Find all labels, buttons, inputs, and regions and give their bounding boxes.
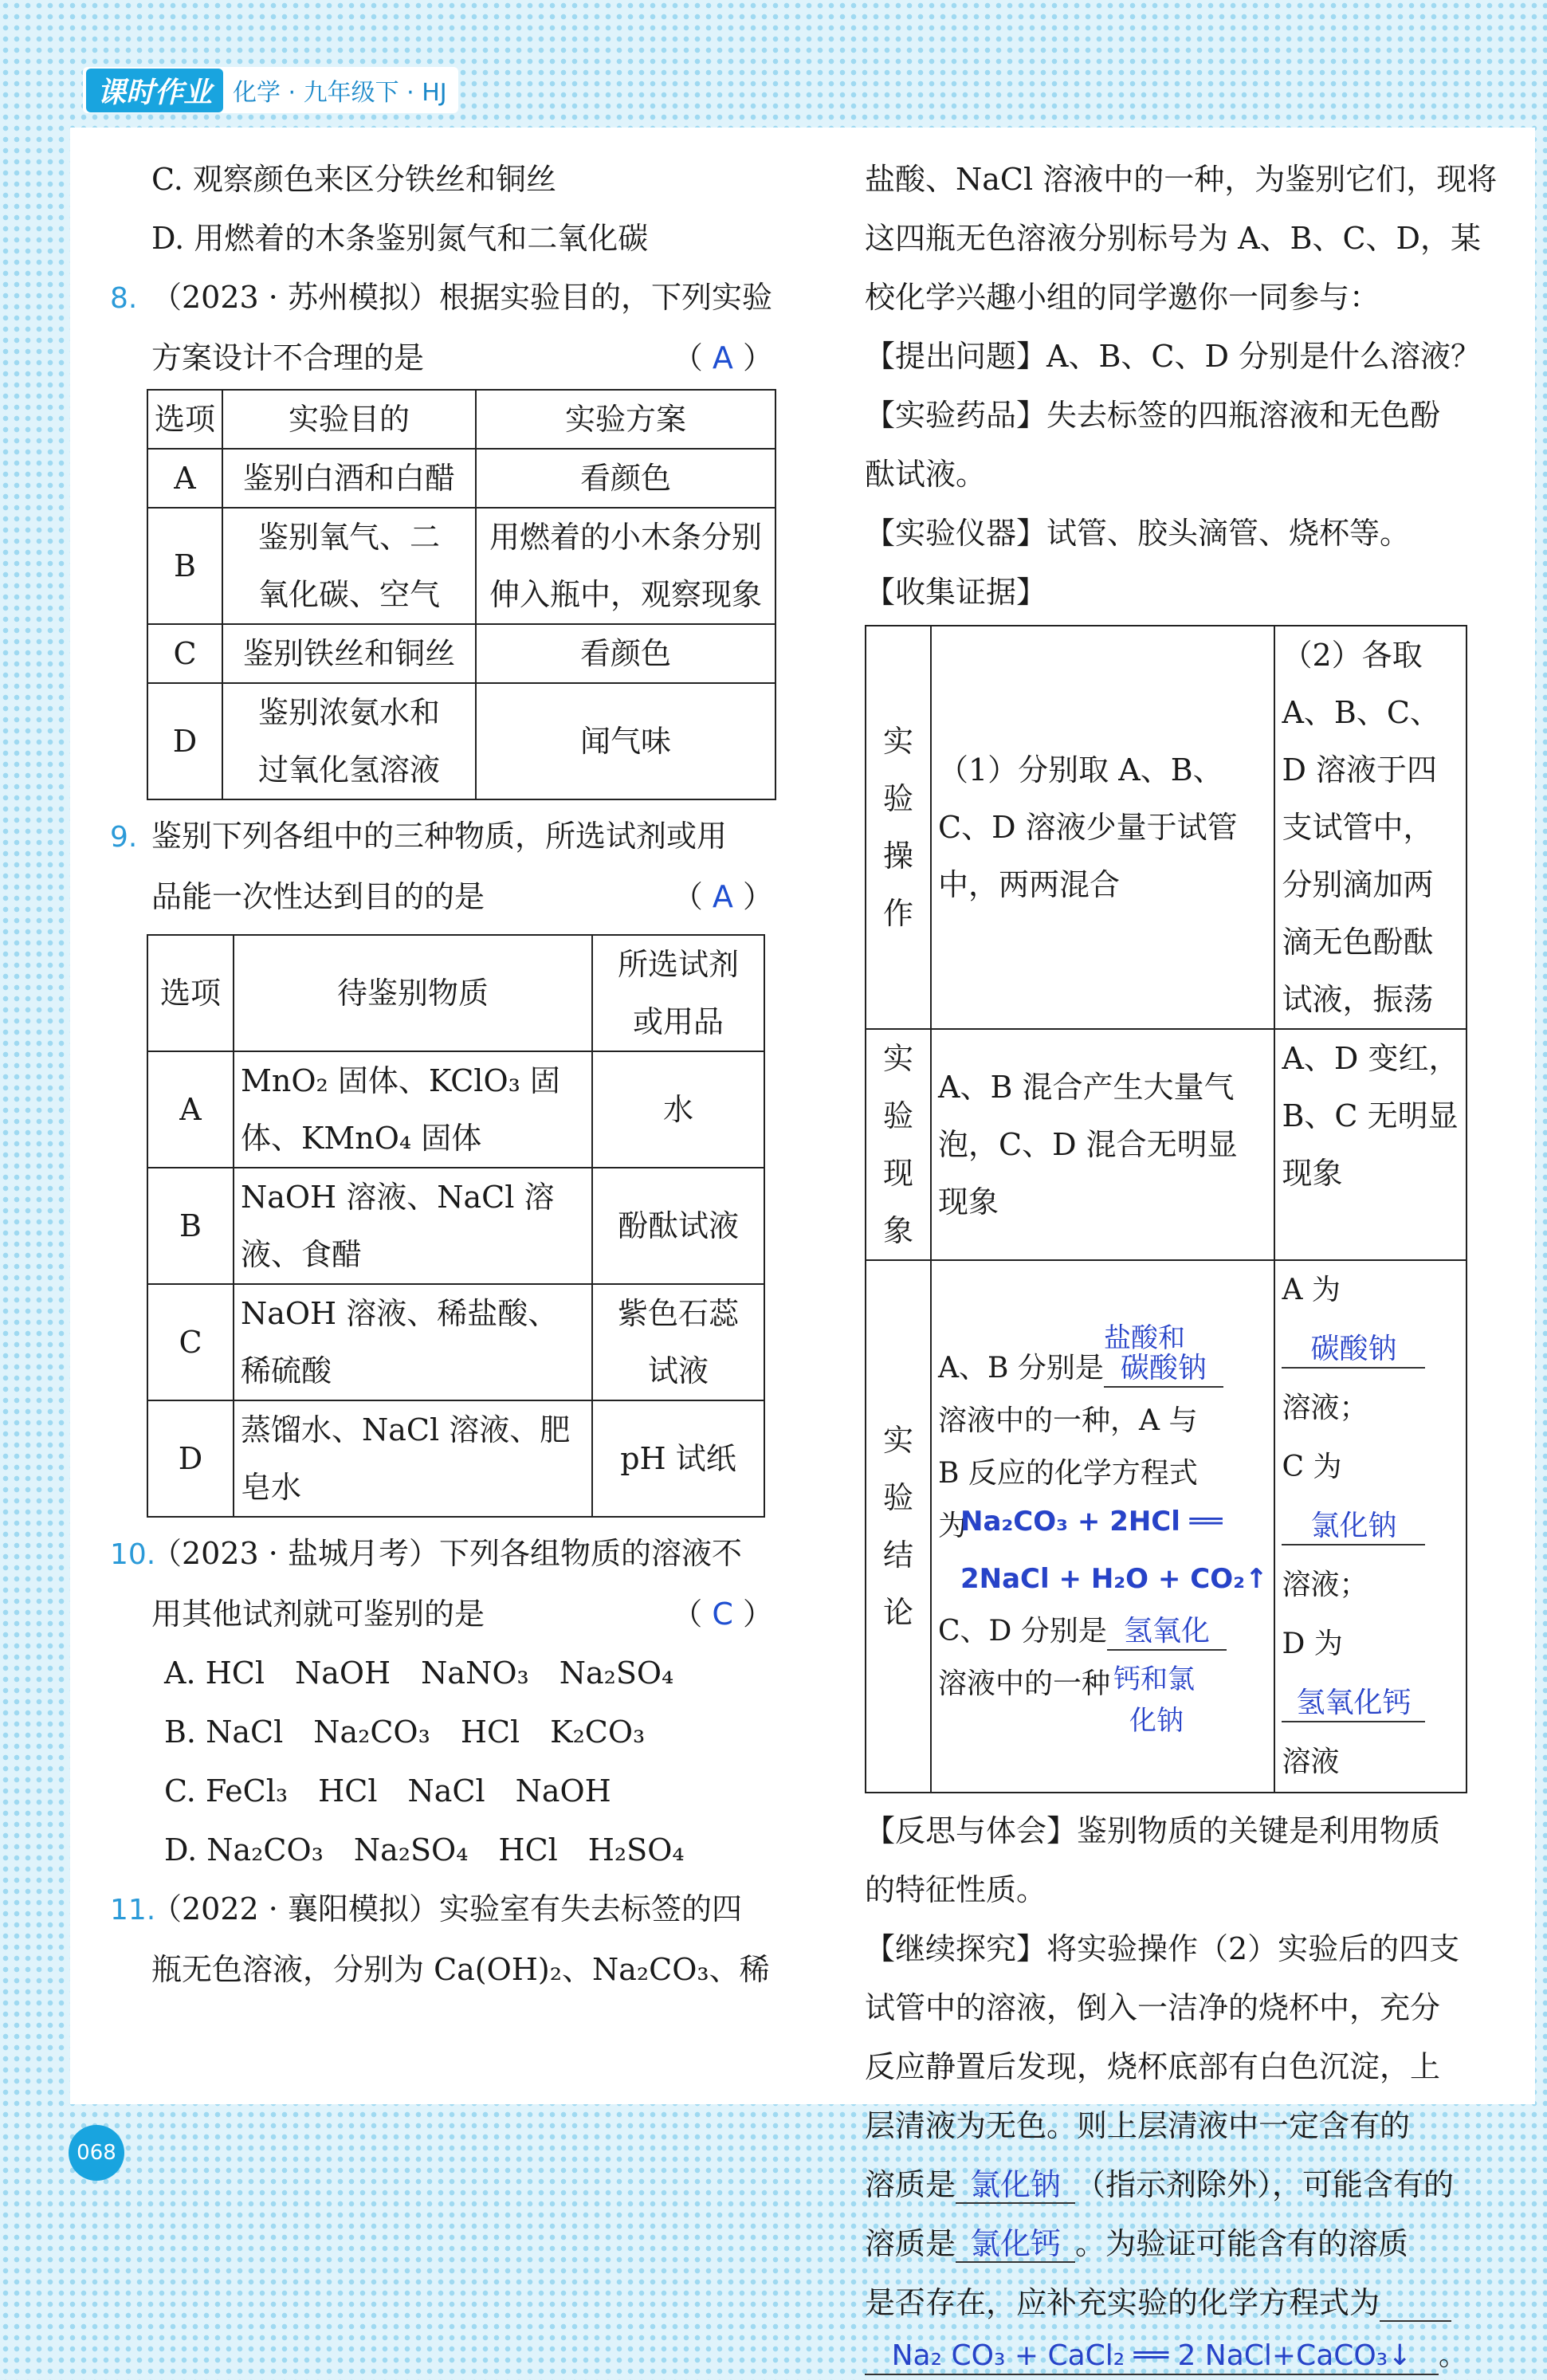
table-row: B NaOH 溶液、NaCl 溶液、食醋 酚酞试液	[147, 1168, 764, 1284]
q8-stem: 8. （2023 · 苏州模拟）根据实验目的，下列实验	[151, 268, 773, 328]
conclusion-cell-1: A、B 分别是 盐酸和 碳酸钠 溶液中的一种，A 与 B 反应的化学方程式 为 Na₂CO₃ + 2HCl ══ 2NaCl + H₂O + CO₂↑ C、D 分别是 氢氧化 溶液中的一种 钙和氯 化钠	[931, 1260, 1274, 1793]
right-column	[865, 150, 1498, 2380]
q9-answer: （ A ）	[672, 879, 773, 914]
reflect-line: 的特征性质。	[865, 1872, 1047, 1907]
table-row: C NaOH 溶液、稀盐酸、稀硫酸 紫色石蕊试液	[147, 1284, 764, 1400]
raise-question: 【提出问题】A、B、C、D 分别是什么溶液？	[865, 339, 1481, 374]
page-number: 068	[69, 2125, 124, 2181]
q7-option-c: C. 观察颜色来区分铁丝和铜丝	[151, 162, 556, 197]
q10-option-a: A. HCl NaOH NaNO₃ Na₂SO₄	[164, 1655, 674, 1691]
reflect-line: 【反思与体会】鉴别物质的关键是利用物质	[865, 1813, 1441, 1848]
q10-option-b: B. NaCl Na₂CO₃ HCl K₂CO₃	[164, 1714, 646, 1750]
reagents-line: 【实验药品】失去标签的四瓶溶液和无色酚	[865, 398, 1441, 433]
header-bar	[83, 67, 458, 113]
q9-number: 9.	[110, 821, 138, 854]
q8-answer: （ A ）	[672, 340, 773, 375]
intro-line: 校化学兴趣小组的同学邀你一同参与：	[865, 280, 1380, 315]
table-row: B 鉴别氧气、二氧化碳、空气 用燃着的小木条分别伸入瓶中，观察现象	[147, 508, 775, 624]
experiment-table: 实验操作 （1）分别取 A、B、C、D 溶液少量于试管中，两两混合 （2）各取 A、B、C、D 溶液于四支试管中，分别滴加两滴无色酚酞试液，振荡 实验现象 A、B 混合产生大量气泡，C、D 混合无明显现象 A、D 变红，B、C 无明显现象 实验结论 A、B 分别是 盐酸和 碳酸钠 溶液中的一种，A 与 B 反应的化学方程式 为 Na₂CO₃ + 2HCl ══ 2NaCl + H₂O + CO₂↑ C、D 分别是 氢氧化 溶液中的一种 钙和氯 化钠 A 为 碳酸钠 溶液； C 为 氯化钠 溶液； D 为 氢氧化钙 溶液	[865, 625, 1467, 1793]
table-row: D 鉴别浓氨水和过氧化氢溶液 闻气味	[147, 683, 775, 799]
q9-stem-2: 品能一次性达到目的的是 （ A ）	[151, 867, 773, 926]
table-row: A 鉴别白酒和白醋 看颜色	[147, 449, 775, 508]
continue-line: 反应静置后发现，烧杯底部有白色沉淀，上	[865, 2049, 1441, 2084]
conclusion-cell-2: A 为 碳酸钠 溶液； C 为 氯化钠 溶液； D 为 氢氧化钙 溶液	[1274, 1260, 1467, 1793]
q11-stem-2: 瓶无色溶液，分别为 Ca(OH)₂、Na₂CO₃、稀	[151, 1952, 770, 1987]
q10-option-c: C. FeCl₃ HCl NaCl NaOH	[164, 1773, 611, 1809]
table-row: C 鉴别铁丝和铜丝 看颜色	[147, 624, 775, 683]
continue-line: 试管中的溶液，倒入一洁净的烧杯中，充分	[865, 1990, 1441, 2025]
q9-table: 选项 待鉴别物质 所选试剂或用品 A MnO₂ 固体、KClO₃ 固体、KMnO₄ 固体 水 B NaOH 溶液、NaCl 溶液、食醋 酚酞试液 C NaOH 溶液、稀盐酸、稀硫酸 紫色石蕊试液 D 蒸馏水、NaCl 溶液、肥皂水 pH 试纸	[147, 934, 765, 1518]
q9-stem: 9. 鉴别下列各组中的三种物质，所选试剂或用	[151, 807, 773, 867]
reagents-line: 酞试液。	[865, 457, 987, 492]
q11-stem: 11.（2022 · 襄阳模拟）实验室有失去标签的四	[151, 1879, 773, 1940]
final-equation: Na₂ CO₃ + CaCl₂ ══ 2 NaCl+CaCO₃↓ 。	[865, 2332, 1478, 2380]
table-row: A MnO₂ 固体、KClO₃ 固体、KMnO₄ 固体 水	[147, 1051, 764, 1168]
q10-stem: 10.（2023 · 盐城月考）下列各组物质的溶液不	[151, 1524, 773, 1585]
brand-logo: 课时作业	[86, 69, 223, 112]
q7-option-d: D. 用燃着的木条鉴别氮气和二氧化碳	[151, 221, 649, 256]
q10-stem-2: 用其他试剂就可鉴别的是 （ C ）	[151, 1585, 773, 1644]
table-row: D 蒸馏水、NaCl 溶液、肥皂水 pH 试纸	[147, 1400, 764, 1517]
solute-possible: 溶质是 氯化钙 。为验证可能含有的溶质	[865, 2226, 1409, 2261]
q10-answer: （ C ）	[672, 1596, 773, 1632]
subject-label: 化学 · 九年级下 · HJ	[233, 79, 447, 107]
q8-stem-2: 方案设计不合理的是 （ A ）	[151, 328, 773, 387]
evidence-heading: 【收集证据】	[865, 575, 1047, 610]
instruments-line: 【实验仪器】试管、胶头滴管、烧杯等。	[865, 516, 1411, 551]
intro-line: 盐酸、NaCl 溶液中的一种，为鉴别它们，现将	[865, 162, 1498, 197]
q8-number: 8.	[110, 282, 138, 315]
left-column	[110, 150, 773, 1999]
q8-table: 选项 实验目的 实验方案 A 鉴别白酒和白醋 看颜色 B 鉴别氧气、二氧化碳、空气 用燃着的小木条分别伸入瓶中，观察现象 C 鉴别铁丝和铜丝 看颜色 D 鉴别浓氨水和过氧化氢溶液 闻气味	[147, 389, 776, 800]
q10-option-d: D. Na₂CO₃ Na₂SO₄ HCl H₂SO₄	[164, 1832, 685, 1867]
q10-number: 10.	[110, 1538, 156, 1571]
q11-number: 11.	[110, 1894, 156, 1926]
continue-line: 【继续探究】将实验操作（2）实验后的四支	[865, 1931, 1460, 1966]
continue-line: 层清液为无色。则上层清液中一定含有的	[865, 2108, 1411, 2143]
verify-line: 是否存在，应补充实验的化学方程式为	[865, 2273, 1478, 2332]
intro-line: 这四瓶无色溶液分别标号为 A、B、C、D，某	[865, 221, 1481, 256]
solute-certain: 溶质是 氯化钠 （指示剂除外），可能含有的	[865, 2167, 1455, 2202]
